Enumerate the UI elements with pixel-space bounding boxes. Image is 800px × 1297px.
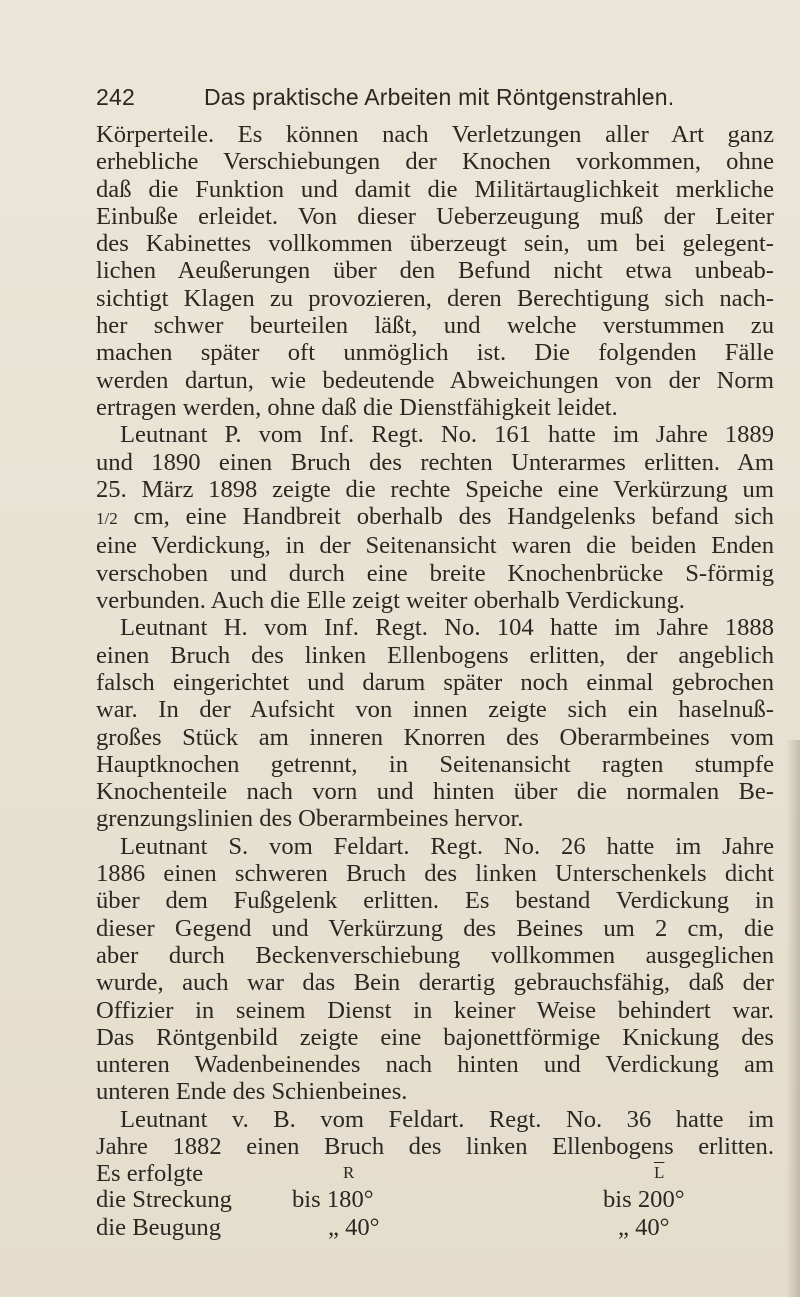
text-line: verschoben und durch eine breite Knochenbrücke S-förmig	[96, 559, 774, 587]
column-header-right: R	[343, 1163, 355, 1182]
text-line: sichtigt Klagen zu provozieren, deren Berechtigung sich nach-	[96, 284, 774, 312]
text-line: her schwer beurteilen läßt, und welche verstummen zu	[96, 312, 774, 340]
cell-right: „ 40°	[328, 1213, 380, 1241]
text-line: Das Röntgenbild zeigte eine bajonettförmige Knickung des	[96, 1023, 774, 1051]
range-of-motion-table	[96, 1159, 774, 1241]
cell-right: bis 180°	[292, 1186, 374, 1214]
row-label: die Beugung	[96, 1213, 221, 1241]
text-line: verbunden. Auch die Elle zeigt weiter oberhalb Verdickung.	[96, 587, 685, 615]
fraction: 1/2	[96, 509, 118, 529]
page-edge-shadow	[786, 740, 800, 1297]
cell-left: „ 40°	[618, 1213, 670, 1241]
text-line: Leutnant H. vom Inf. Regt. No. 104 hatte im Jahre 1888	[120, 614, 774, 642]
text-line: Es erfolgte	[96, 1160, 204, 1188]
text-line: Körperteile. Es können nach Verletzungen aller Art ganz	[96, 121, 774, 148]
page-number: 242	[96, 84, 135, 110]
text-line-with-fraction	[96, 503, 774, 532]
text-line: erhebliche Verschiebungen der Knochen vorkommen, ohne	[96, 148, 774, 176]
running-title: Das praktische Arbeiten mit Röntgenstrahlen.	[204, 84, 675, 110]
text-line: einen Bruch des linken Ellenbogens erlitten, der angeblich	[96, 641, 774, 669]
text-line: über dem Fußgelenk erlitten. Es bestand Verdickung in	[96, 887, 774, 915]
text-line: Offizier in seinem Dienst in keiner Weise behindert war.	[96, 996, 774, 1024]
text-line: falsch eingerichtet und darum später noch einmal gebrochen	[96, 668, 774, 696]
text-line: ertragen werden, ohne daß die Dienstfähigkeit leidet.	[96, 393, 618, 421]
text-line: Hauptknochen getrennt, in Seitenansicht ragten stumpfe	[96, 750, 774, 778]
body-text	[96, 121, 774, 1188]
text-line: des Kabinettes vollkommen überzeugt sein, um bei gelegent-	[96, 230, 774, 258]
text-line: großes Stück am inneren Knorren des Oberarmbeines vom	[96, 723, 774, 751]
cell-left: bis 200°	[603, 1186, 685, 1214]
table-row	[96, 1186, 774, 1213]
table-header-row	[96, 1159, 774, 1186]
table-row	[96, 1214, 774, 1241]
text-line: Leutnant v. B. vom Feldart. Regt. No. 36 hatte im	[120, 1105, 774, 1133]
text-line: unteren Ende des Schienbeines.	[96, 1078, 408, 1106]
text-line: grenzungslinien des Oberarmbeines hervor.	[96, 805, 524, 833]
text-line-rest: cm, eine Handbreit oberhalb des Handgelenks befand sich	[133, 503, 774, 531]
text-line: Leutnant S. vom Feldart. Regt. No. 26 hatte im Jahre	[120, 832, 774, 860]
text-line: daß die Funktion und damit die Militärtauglichkeit merkliche	[96, 175, 774, 203]
text-line: Leutnant P. vom Inf. Regt. No. 161 hatte im Jahre 1889	[120, 421, 774, 449]
text-line: lichen Aeußerungen über den Befund nicht etwa unbeab-	[96, 257, 774, 285]
text-line: Jahre 1882 einen Bruch des linken Ellenbogens erlitten.	[96, 1132, 774, 1160]
text-line: aber durch Beckenverschiebung vollkommen ausgeglichen	[96, 941, 774, 969]
text-line: dieser Gegend und Verkürzung des Beines um 2 cm, die	[96, 914, 774, 942]
row-label: die Streckung	[96, 1186, 232, 1214]
text-line: war. In der Aufsicht von innen zeigte sich ein haselnuß-	[96, 696, 774, 724]
text-line: 1886 einen schweren Bruch des linken Unterschenkels dicht	[96, 860, 774, 888]
running-header	[96, 84, 776, 111]
text-line: Knochenteile nach vorn und hinten über die normalen Be-	[96, 778, 774, 806]
column-header-left: $\overline{L}$	[654, 1163, 665, 1182]
text-line: unteren Wadenbeinendes nach hinten und Verdickung am	[96, 1051, 774, 1079]
text-line: und 1890 einen Bruch des rechten Unterarmes erlitten. Am	[96, 448, 774, 476]
text-line: eine Verdickung, in der Seitenansicht waren die beiden Enden	[96, 532, 774, 560]
text-line: 25. März 1898 zeigte die rechte Speiche eine Verkürzung um	[96, 475, 774, 503]
text-line: machen später oft unmöglich ist. Die folgenden Fälle	[96, 339, 774, 367]
text-line: wurde, auch war das Bein derartig gebrauchsfähig, daß der	[96, 969, 774, 997]
text-line: werden dartun, wie bedeutende Abweichungen von der Norm	[96, 366, 774, 394]
text-line: Einbuße erleidet. Von dieser Ueberzeugung muß der Leiter	[96, 202, 774, 230]
